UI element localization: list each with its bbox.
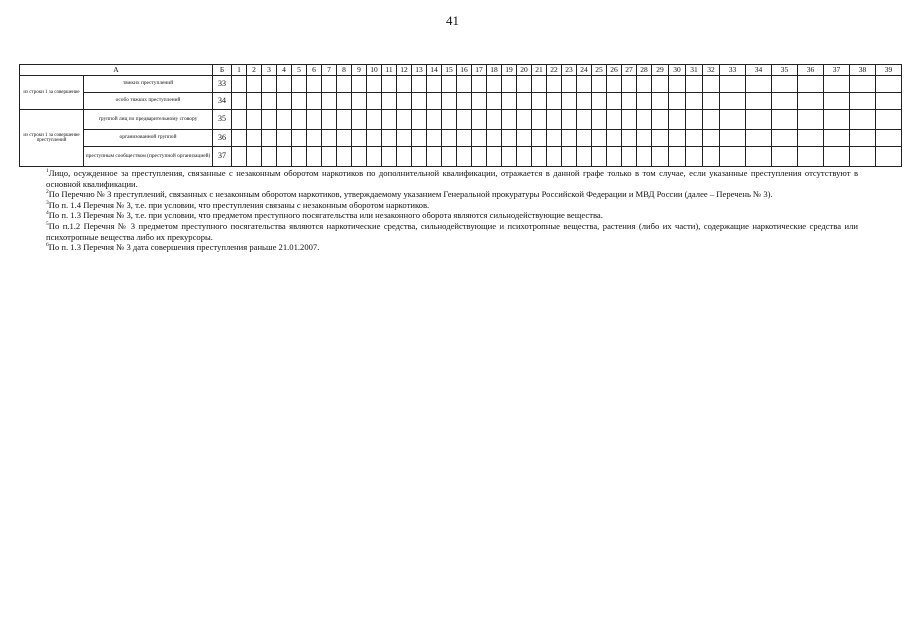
footnote-2 (46, 189, 858, 200)
data-cell (746, 110, 772, 130)
data-cell (412, 93, 427, 110)
header-col-31: 31 (686, 65, 703, 76)
data-cell (337, 76, 352, 93)
data-cell (277, 93, 292, 110)
data-cell (622, 76, 637, 93)
data-cell (457, 110, 472, 130)
header-col-18: 18 (487, 65, 502, 76)
data-cell (798, 130, 824, 147)
data-cell (547, 130, 562, 147)
data-cell (397, 110, 412, 130)
data-cell (532, 147, 547, 167)
data-cell (547, 93, 562, 110)
header-col-34: 34 (746, 65, 772, 76)
data-cell (337, 93, 352, 110)
header-col-24: 24 (577, 65, 592, 76)
table-row (20, 76, 902, 93)
data-cell (798, 110, 824, 130)
footnote-text: По п. 1.3 Перечня № 3, т.е. при условии, что предметом преступного посягательства или незаконного оборота являются сильнодействующие вещества. (48, 210, 603, 221)
footnote-6 (46, 242, 858, 253)
data-cell (277, 76, 292, 93)
data-cell (592, 130, 607, 147)
row-label: организованной группой (84, 130, 213, 147)
data-cell (703, 76, 720, 93)
data-cell (686, 130, 703, 147)
header-col-17: 17 (472, 65, 487, 76)
data-cell (442, 147, 457, 167)
data-cell (592, 76, 607, 93)
data-cell (352, 147, 367, 167)
data-cell (824, 110, 850, 130)
data-cell (703, 93, 720, 110)
data-cell (367, 110, 382, 130)
data-cell (247, 93, 262, 110)
data-cell (367, 93, 382, 110)
data-cell (247, 110, 262, 130)
row-group-label: из строки 1 за совершение преступлений (20, 110, 84, 167)
header-col-26: 26 (607, 65, 622, 76)
data-cell (637, 93, 652, 110)
data-cell (772, 130, 798, 147)
header-col-5: 5 (292, 65, 307, 76)
footnote-4 (46, 210, 858, 221)
data-cell (457, 76, 472, 93)
data-cell (262, 147, 277, 167)
data-cell (307, 147, 322, 167)
data-cell (637, 76, 652, 93)
data-cell (703, 130, 720, 147)
header-col-19: 19 (502, 65, 517, 76)
data-cell (397, 76, 412, 93)
header-col-29: 29 (652, 65, 669, 76)
table-header-row (20, 65, 902, 76)
data-cell (746, 93, 772, 110)
row-label: группой лиц по предварительному сговору (84, 110, 213, 130)
data-cell (720, 76, 746, 93)
data-cell (442, 110, 457, 130)
table-row (20, 110, 902, 130)
header-col-9: 9 (352, 65, 367, 76)
data-cell (876, 130, 902, 147)
data-cell (367, 76, 382, 93)
data-cell (457, 147, 472, 167)
data-cell (637, 130, 652, 147)
data-cell (637, 147, 652, 167)
data-cell (686, 147, 703, 167)
data-cell (622, 147, 637, 167)
data-cell (292, 110, 307, 130)
data-cell (262, 110, 277, 130)
data-cell (412, 130, 427, 147)
data-cell (277, 110, 292, 130)
data-cell (824, 130, 850, 147)
footnote-text: По п. 1.3 Перечня № 3 дата совершения преступления раньше 21.01.2007. (48, 242, 320, 253)
data-cell (292, 147, 307, 167)
data-cell (472, 147, 487, 167)
data-cell (720, 110, 746, 130)
data-cell (703, 110, 720, 130)
data-cell (412, 110, 427, 130)
data-cell (457, 93, 472, 110)
data-cell (577, 147, 592, 167)
header-col-12: 12 (397, 65, 412, 76)
data-cell (292, 93, 307, 110)
data-cell (532, 130, 547, 147)
data-cell (292, 76, 307, 93)
data-cell (487, 130, 502, 147)
data-cell (824, 147, 850, 167)
data-cell (382, 93, 397, 110)
row-group-label: из строки 1 за совершение (20, 76, 84, 110)
data-cell (746, 130, 772, 147)
data-cell (337, 147, 352, 167)
data-cell (427, 93, 442, 110)
data-cell (397, 130, 412, 147)
row-number: 35 (213, 110, 232, 130)
data-cell (322, 147, 337, 167)
data-cell (382, 147, 397, 167)
data-cell (772, 76, 798, 93)
data-cell (517, 147, 532, 167)
data-cell (412, 76, 427, 93)
data-cell (652, 93, 669, 110)
data-cell (562, 76, 577, 93)
data-cell (547, 110, 562, 130)
table-row (20, 147, 902, 167)
data-cell (592, 110, 607, 130)
data-cell (876, 76, 902, 93)
data-cell (850, 93, 876, 110)
data-cell (592, 93, 607, 110)
data-cell (669, 110, 686, 130)
header-col-36: 36 (798, 65, 824, 76)
table-row (20, 93, 902, 110)
footnote-5 (46, 221, 858, 242)
data-cell (720, 93, 746, 110)
data-cell (562, 110, 577, 130)
data-cell (322, 76, 337, 93)
header-col-3: 3 (262, 65, 277, 76)
data-cell (798, 147, 824, 167)
data-cell (532, 110, 547, 130)
data-cell (427, 147, 442, 167)
data-cell (442, 130, 457, 147)
data-cell (720, 130, 746, 147)
header-col-23: 23 (562, 65, 577, 76)
footnotes (46, 168, 858, 253)
footnote-mark: 6 (46, 242, 49, 249)
header-col-32: 32 (703, 65, 720, 76)
data-cell (850, 130, 876, 147)
data-cell (307, 130, 322, 147)
data-cell (247, 130, 262, 147)
header-col-11: 11 (382, 65, 397, 76)
footnote-mark: 2 (46, 189, 49, 196)
data-cell (397, 93, 412, 110)
data-cell (502, 93, 517, 110)
header-col-39: 39 (876, 65, 902, 76)
row-number: 36 (213, 130, 232, 147)
data-cell (637, 110, 652, 130)
data-cell (487, 110, 502, 130)
data-cell (607, 93, 622, 110)
data-cell (798, 76, 824, 93)
data-cell (824, 76, 850, 93)
row-number: 37 (213, 147, 232, 167)
table-row (20, 130, 902, 147)
data-cell (337, 110, 352, 130)
data-cell (772, 147, 798, 167)
header-col-37: 37 (824, 65, 850, 76)
data-cell (798, 93, 824, 110)
data-cell (307, 110, 322, 130)
footnote-text: Лицо, осужденное за преступления, связанные с незаконным оборотом наркотиков по дополнительной квалификации, отражается в данной графе только в том случае, если указанные преступления отсутствуют в основной квалификации. (46, 168, 858, 189)
data-cell (652, 130, 669, 147)
data-cell (427, 110, 442, 130)
data-cell (686, 93, 703, 110)
data-cell (367, 147, 382, 167)
data-cell (652, 76, 669, 93)
data-cell (262, 130, 277, 147)
statistics-table (19, 64, 902, 167)
header-col-25: 25 (592, 65, 607, 76)
data-cell (850, 110, 876, 130)
data-cell (517, 130, 532, 147)
data-cell (824, 93, 850, 110)
data-cell (322, 110, 337, 130)
footnote-text: По п. 1.4 Перечня № 3, т.е. при условии, что преступления связаны с незаконным оборотом наркотиков. (48, 199, 430, 210)
footnote-1 (46, 168, 858, 189)
header-col-22: 22 (547, 65, 562, 76)
data-cell (562, 93, 577, 110)
data-cell (517, 93, 532, 110)
data-cell (397, 147, 412, 167)
data-cell (577, 110, 592, 130)
header-col-b: Б (213, 65, 232, 76)
data-cell (232, 76, 247, 93)
data-cell (547, 76, 562, 93)
data-cell (850, 147, 876, 167)
data-cell (577, 130, 592, 147)
data-cell (622, 130, 637, 147)
data-cell (472, 110, 487, 130)
data-cell (427, 130, 442, 147)
data-cell (262, 76, 277, 93)
header-col-28: 28 (637, 65, 652, 76)
row-number: 33 (213, 76, 232, 93)
data-cell (307, 93, 322, 110)
data-cell (472, 93, 487, 110)
data-cell (502, 76, 517, 93)
data-cell (703, 147, 720, 167)
page-number: 41 (446, 13, 459, 28)
data-cell (562, 130, 577, 147)
data-cell (277, 147, 292, 167)
data-cell (669, 130, 686, 147)
header-col-2: 2 (247, 65, 262, 76)
data-cell (307, 76, 322, 93)
header-col-13: 13 (412, 65, 427, 76)
header-col-21: 21 (532, 65, 547, 76)
data-cell (686, 76, 703, 93)
data-cell (876, 93, 902, 110)
data-cell (352, 76, 367, 93)
footnote-3 (46, 200, 858, 211)
header-col-8: 8 (337, 65, 352, 76)
data-cell (669, 93, 686, 110)
data-cell (277, 130, 292, 147)
data-cell (232, 93, 247, 110)
data-cell (352, 110, 367, 130)
header-col-10: 10 (367, 65, 382, 76)
header-col-20: 20 (517, 65, 532, 76)
data-cell (232, 147, 247, 167)
data-cell (772, 93, 798, 110)
header-col-1: 1 (232, 65, 247, 76)
data-cell (367, 130, 382, 147)
data-cell (322, 130, 337, 147)
data-cell (262, 93, 277, 110)
data-cell (292, 130, 307, 147)
footnote-mark: 5 (46, 220, 49, 227)
data-cell (517, 76, 532, 93)
data-cell (382, 76, 397, 93)
data-cell (876, 110, 902, 130)
data-cell (352, 130, 367, 147)
data-cell (382, 110, 397, 130)
data-cell (337, 130, 352, 147)
footnote-mark: 4 (46, 210, 49, 217)
data-cell (592, 147, 607, 167)
data-cell (652, 147, 669, 167)
data-cell (607, 130, 622, 147)
data-cell (487, 147, 502, 167)
row-label: преступным сообществом (преступной организацией) (84, 147, 213, 167)
header-col-27: 27 (622, 65, 637, 76)
data-cell (577, 76, 592, 93)
row-label: особо тяжких преступлений (84, 93, 213, 110)
header-col-14: 14 (427, 65, 442, 76)
header-col-7: 7 (322, 65, 337, 76)
data-cell (577, 93, 592, 110)
header-col-33: 33 (720, 65, 746, 76)
data-cell (607, 76, 622, 93)
data-cell (487, 93, 502, 110)
data-cell (427, 76, 442, 93)
header-col-30: 30 (669, 65, 686, 76)
data-cell (232, 110, 247, 130)
data-cell (472, 76, 487, 93)
data-cell (652, 110, 669, 130)
data-cell (502, 110, 517, 130)
footnote-text: По п.1.2 Перечня № 3 предметом преступного посягательства являются наркотические средства, сильнодействующие и психотропные вещества, растения (либо их части), содержащие наркотические средства или психотропные вещества либо их прекурсоры. (46, 220, 858, 242)
data-cell (442, 76, 457, 93)
header-col-15: 15 (442, 65, 457, 76)
data-cell (850, 76, 876, 93)
data-cell (472, 130, 487, 147)
data-cell (876, 147, 902, 167)
data-cell (622, 110, 637, 130)
data-cell (352, 93, 367, 110)
data-cell (247, 76, 262, 93)
footnote-text: По Перечню № 3 преступлений, связанных с незаконным оборотом наркотиков, утверждаемому указанием Генеральной прокуратуры Российской Федерации и МВД России (далее – Перечень № 3). (48, 189, 773, 200)
row-label: тяжких преступлений (84, 76, 213, 93)
footnote-mark: 3 (46, 199, 49, 206)
data-cell (457, 130, 472, 147)
data-cell (502, 130, 517, 147)
data-cell (247, 147, 262, 167)
data-cell (562, 147, 577, 167)
data-cell (746, 76, 772, 93)
data-cell (746, 147, 772, 167)
footnote-mark: 1 (46, 168, 49, 174)
data-cell (487, 76, 502, 93)
data-cell (382, 130, 397, 147)
row-number: 34 (213, 93, 232, 110)
data-cell (720, 147, 746, 167)
data-cell (322, 93, 337, 110)
header-col-38: 38 (850, 65, 876, 76)
data-cell (232, 130, 247, 147)
data-cell (622, 93, 637, 110)
data-cell (669, 76, 686, 93)
data-cell (532, 76, 547, 93)
data-cell (686, 110, 703, 130)
data-cell (607, 110, 622, 130)
data-cell (607, 147, 622, 167)
data-cell (669, 147, 686, 167)
data-cell (442, 93, 457, 110)
data-cell (547, 147, 562, 167)
header-col-35: 35 (772, 65, 798, 76)
header-col-a: А (20, 65, 213, 76)
data-cell (532, 93, 547, 110)
header-col-16: 16 (457, 65, 472, 76)
header-col-4: 4 (277, 65, 292, 76)
data-cell (502, 147, 517, 167)
data-cell (517, 110, 532, 130)
header-col-6: 6 (307, 65, 322, 76)
data-cell (412, 147, 427, 167)
data-cell (772, 110, 798, 130)
